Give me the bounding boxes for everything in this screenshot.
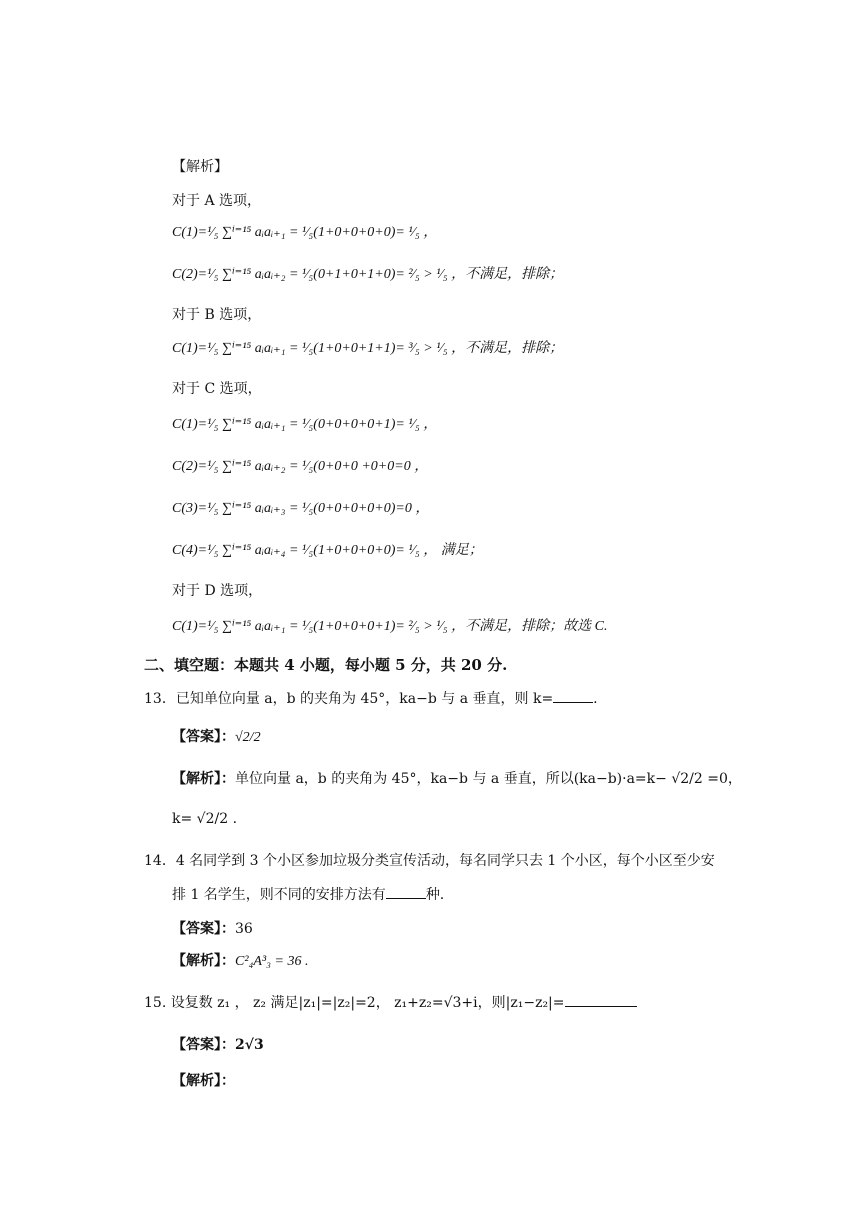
q14-analysis-text: C²₄A³₃ = 36 .: [235, 954, 309, 969]
analysis-heading: 【解析】: [172, 159, 228, 175]
q15-analysis: [172, 1072, 235, 1090]
q13-answer-value: √2/2: [235, 730, 261, 745]
q13-answer: [172, 728, 261, 747]
q13-answer-label: 【答案】：: [172, 729, 235, 745]
q15-answer-value: 2√3: [235, 1037, 264, 1053]
q15-answer-label: 【答案】：: [172, 1037, 235, 1053]
q13-analysis-2: k= √2/2 .: [172, 811, 238, 827]
option-c-eq1: C(1)=¹⁄₅ ∑ⁱ⁼¹⁵ aᵢaᵢ₊₁ = ¹⁄₅(0+0+0+0+1)= ¹⁄₅ ，: [172, 417, 438, 432]
q15-text-body: 15. 设复数 z₁ ， z₂ 满足|z₁|=|z₂|=2， z₁+z₂=√3+i，则|z₁−z₂|=: [144, 995, 565, 1011]
q14-analysis: [172, 952, 308, 971]
q13-text-end: .: [593, 691, 598, 707]
option-c-eq4: C(4)=¹⁄₅ ∑ⁱ⁼¹⁵ aᵢaᵢ₊₄ = ¹⁄₅(1+0+0+0+0)= ¹⁄₅ ， 满足；: [172, 543, 483, 558]
q13-analysis-text: 单位向量 a，b 的夹角为 45°，ka−b 与 a 垂直，所以(ka−b)·a=k− √2/2 =0，: [235, 771, 742, 787]
q13-text: [144, 690, 598, 708]
q14-text-2: [172, 886, 444, 904]
option-b-intro: 对于 B 选项，: [172, 307, 262, 323]
option-d-eq1: C(1)=¹⁄₅ ∑ⁱ⁼¹⁵ aᵢaᵢ₊₁ = ¹⁄₅(1+0+0+0+1)= ²⁄₅ > ¹⁄₅ ，不满足，排除；故选 C.: [172, 619, 608, 634]
q14-blank: [386, 886, 426, 899]
option-a-eq1: C(1)=¹⁄₅ ∑ⁱ⁼¹⁵ aᵢaᵢ₊₁ = ¹⁄₅(1+0+0+0+0)= ¹⁄₅ ，: [172, 225, 438, 240]
q14-analysis-label: 【解析】：: [172, 953, 235, 969]
option-c-eq2: C(2)=¹⁄₅ ∑ⁱ⁼¹⁵ aᵢaᵢ₊₂ = ¹⁄₅(0+0+0 +0+0=0 ，: [172, 459, 429, 474]
q13-text-body: 13．已知单位向量 a，b 的夹角为 45°，ka−b 与 a 垂直，则 k=: [144, 691, 554, 707]
q14-answer-value: 36: [235, 921, 253, 937]
q15-blank: [565, 994, 637, 1007]
option-c-intro: 对于 C 选项，: [172, 381, 262, 397]
q13-analysis: [172, 770, 742, 788]
q15-analysis-label: 【解析】：: [172, 1073, 235, 1089]
option-b-eq1: C(1)=¹⁄₅ ∑ⁱ⁼¹⁵ aᵢaᵢ₊₁ = ¹⁄₅(1+0+0+1+1)= ³⁄₅ > ¹⁄₅ ，不满足，排除；: [172, 341, 564, 356]
q13-blank: [553, 690, 593, 703]
q15-text: [144, 994, 637, 1012]
q14-text-2-end: 种.: [425, 887, 445, 903]
option-a-intro: 对于 A 选项，: [172, 193, 262, 209]
section-2-title: 二、填空题：本题共 4 小题，每小题 5 分，共 20 分.: [144, 656, 508, 674]
option-d-intro: 对于 D 选项，: [172, 583, 263, 599]
q14-text-1: 14．4 名同学到 3 个小区参加垃圾分类宣传活动，每名同学只去 1 个小区，每个小区至少安: [144, 853, 715, 869]
q14-text-2-body: 排 1 名学生，则不同的安排方法有: [172, 887, 386, 903]
q15-answer: [172, 1036, 264, 1054]
q14-answer-label: 【答案】：: [172, 921, 235, 937]
option-c-eq3: C(3)=¹⁄₅ ∑ⁱ⁼¹⁵ aᵢaᵢ₊₃ = ¹⁄₅(0+0+0+0+0)=0 ，: [172, 501, 430, 516]
q14-answer: [172, 920, 253, 938]
q13-analysis-label: 【解析】：: [172, 771, 235, 787]
option-a-eq2: C(2)=¹⁄₅ ∑ⁱ⁼¹⁵ aᵢaᵢ₊₂ = ¹⁄₅(0+1+0+1+0)= ²⁄₅ > ¹⁄₅ ，不满足，排除；: [172, 267, 564, 282]
